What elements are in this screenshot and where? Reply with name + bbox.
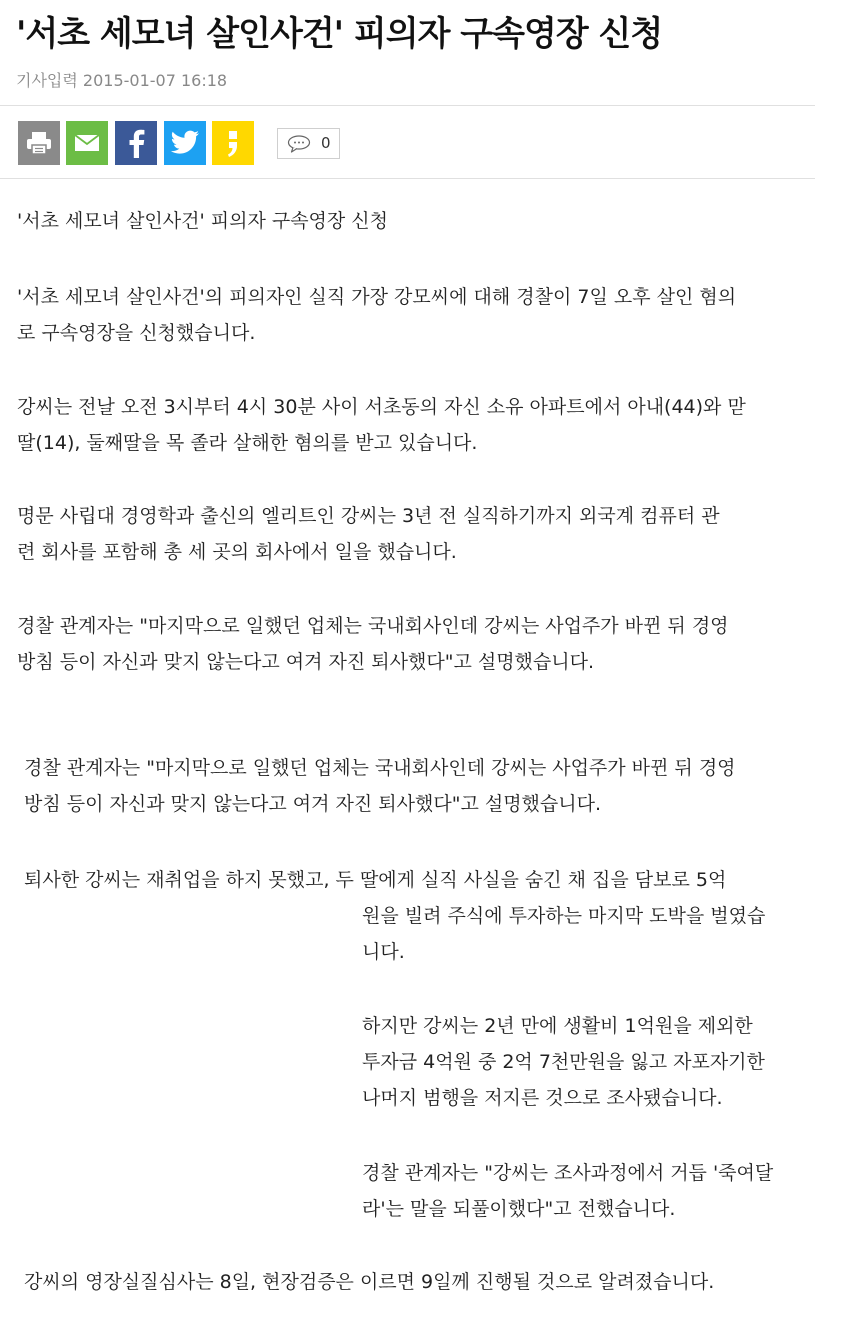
text-line: 딸(14), 둘째딸을 목 졸라 살해한 혐의를 받고 있습니다. [17, 432, 478, 454]
text-line: 경찰 관계자는 "강씨는 조사과정에서 거듭 '죽여달 [362, 1162, 774, 1184]
text-line: 강씨는 전날 오전 3시부터 4시 30분 사이 서초동의 자신 소유 아파트에서 아내(44)와 맏 [17, 396, 746, 418]
text-line: 투자금 4억원 중 2억 7천만원을 잃고 자포자기한 [362, 1051, 765, 1073]
facebook-icon [126, 128, 146, 158]
comment-count: 0 [321, 134, 331, 152]
text-line: '서초 세모녀 살인사건'의 피의자인 실직 가장 강모씨에 대해 경찰이 7일 오후 살인 혐의 [17, 286, 737, 308]
article-paragraph [24, 862, 726, 898]
text-line: 강씨의 영장실질심사는 8일, 현장검증은 이르면 9일께 진행될 것으로 알려졌습니다. [24, 1271, 715, 1293]
article-paragraph [17, 389, 746, 461]
text-line: '서초 세모녀 살인사건' 피의자 구속영장 신청 [17, 210, 389, 232]
divider-bottom [0, 178, 815, 179]
text-line: 로 구속영장을 신청했습니다. [17, 322, 256, 344]
twitter-share-button[interactable] [164, 121, 206, 165]
article-paragraph [24, 1264, 714, 1300]
article-paragraph [362, 1008, 765, 1116]
text-line: 련 회사를 포함해 총 세 곳의 회사에서 일을 했습니다. [17, 541, 457, 563]
article-paragraph [17, 498, 720, 570]
text-line: 하지만 강씨는 2년 만에 생활비 1억원을 제외한 [362, 1015, 753, 1037]
text-line: 명문 사립대 경영학과 출신의 엘리트인 강씨는 3년 전 실직하기까지 외국계 컴퓨터 관 [17, 505, 720, 527]
text-line: 원을 빌려 주식에 투자하는 마지막 도박을 벌였습 [362, 905, 766, 927]
text-line: 라'는 말을 되풀이했다"고 전했습니다. [362, 1198, 676, 1220]
kakaostory-share-button[interactable] [212, 121, 254, 165]
article-paragraph [17, 608, 729, 680]
article-paragraph-continued [362, 898, 765, 970]
article-paragraph [17, 279, 736, 351]
print-button[interactable] [18, 121, 60, 165]
text-line: 방침 등이 자신과 맞지 않는다고 여겨 자진 퇴사했다"고 설명했습니다. [24, 793, 602, 815]
text-line: 경찰 관계자는 "마지막으로 일했던 업체는 국내회사인데 강씨는 사업주가 바뀐 뒤 경영 [17, 615, 729, 637]
article-dateline: 기사입력 2015-01-07 16:18 [16, 71, 228, 90]
envelope-icon [74, 134, 100, 152]
article-paragraph [24, 750, 736, 822]
text-line: 경찰 관계자는 "마지막으로 일했던 업체는 국내회사인데 강씨는 사업주가 바뀐 뒤 경영 [24, 757, 736, 779]
speech-bubble-icon [287, 135, 311, 153]
kakao-story-icon [225, 128, 241, 158]
facebook-share-button[interactable] [115, 121, 157, 165]
comment-count-button[interactable] [277, 128, 340, 159]
divider-top [0, 105, 815, 106]
article-headline: '서초 세모녀 살인사건' 피의자 구속영장 신청 [16, 14, 663, 54]
text-line: 방침 등이 자신과 맞지 않는다고 여겨 자진 퇴사했다"고 설명했습니다. [17, 651, 595, 673]
text-line: 니다. [362, 941, 405, 963]
article-paragraph [17, 203, 388, 239]
printer-icon [26, 131, 52, 155]
text-line: 나머지 범행을 저지른 것으로 조사됐습니다. [362, 1087, 723, 1109]
text-line: 퇴사한 강씨는 재취업을 하지 못했고, 두 딸에게 실직 사실을 숨긴 채 집을 담보로 5억 [24, 869, 727, 891]
article-paragraph [362, 1155, 773, 1227]
twitter-bird-icon [170, 130, 200, 156]
email-button[interactable] [66, 121, 108, 165]
